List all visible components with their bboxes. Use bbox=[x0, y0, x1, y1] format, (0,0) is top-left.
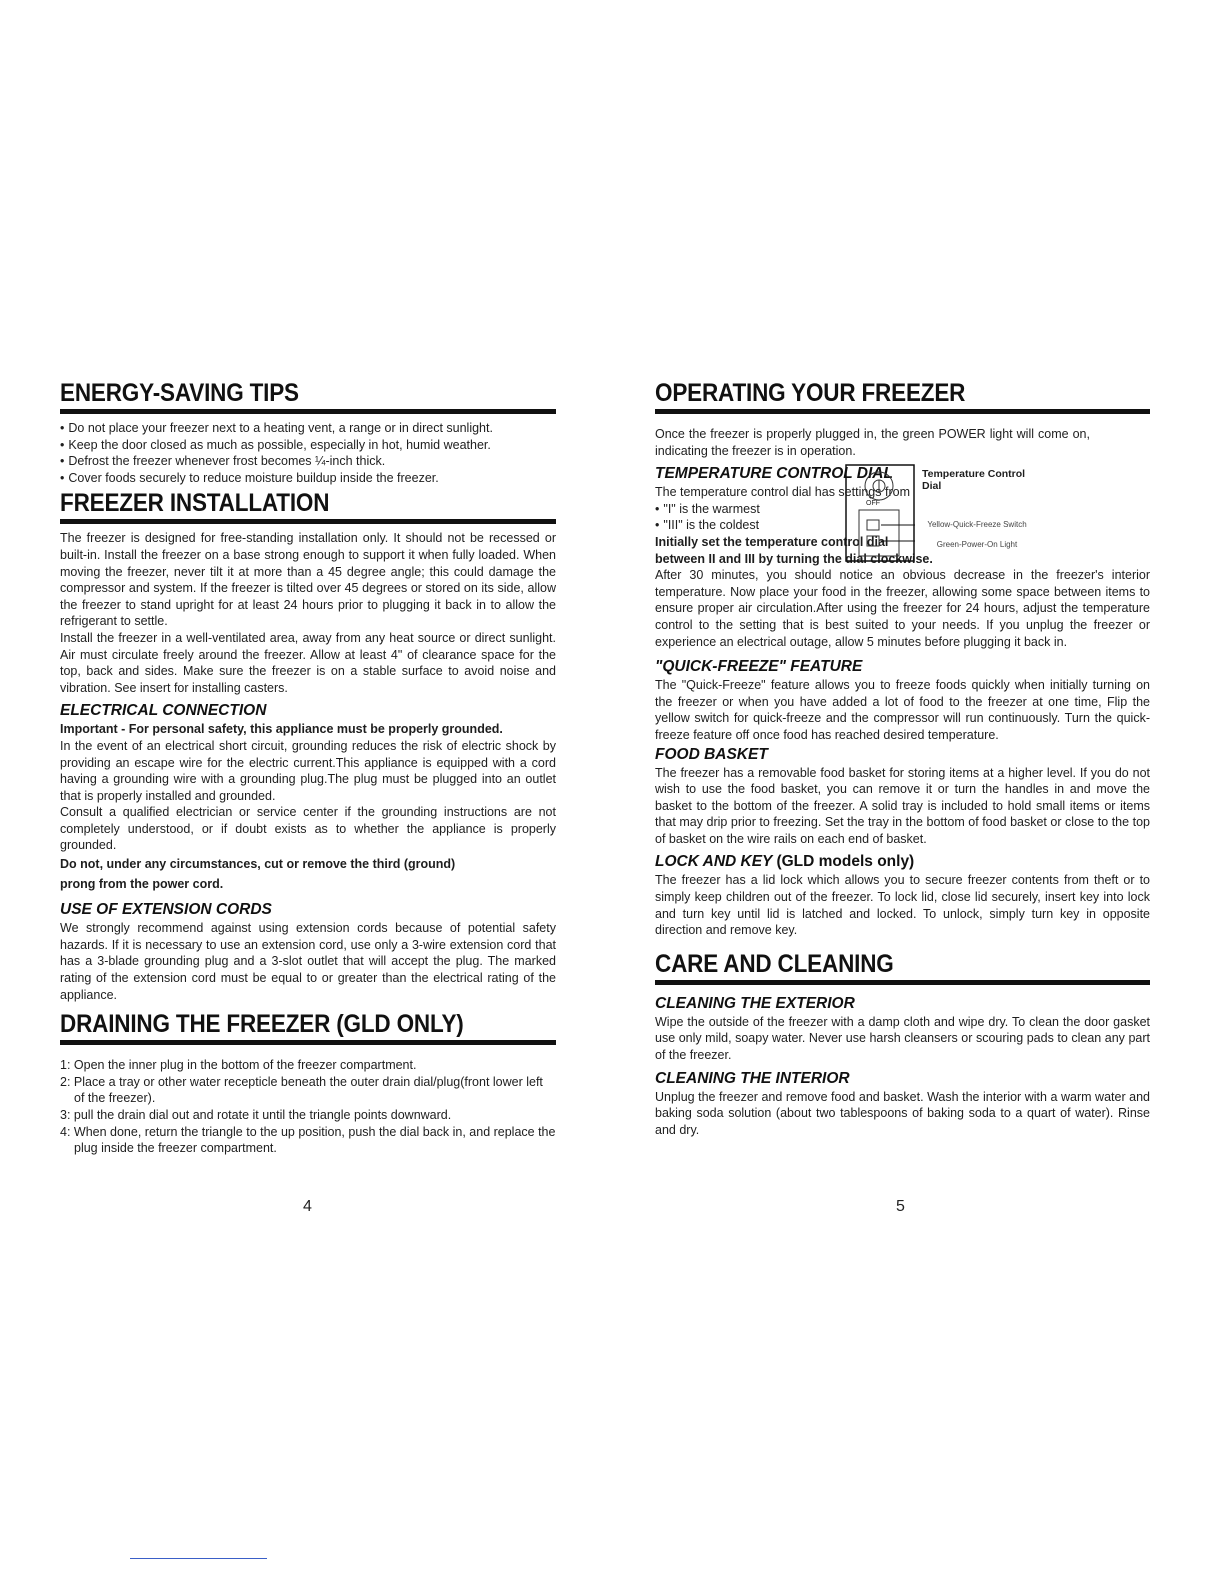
divider bbox=[655, 980, 1150, 985]
list-item: • Keep the door closed as much as possible, especially in hot, humid weather. bbox=[60, 437, 556, 454]
extension-title: USE OF EXTENSION CORDS bbox=[60, 901, 272, 919]
energy-tips-list bbox=[60, 420, 556, 486]
control-panel-illustration bbox=[845, 464, 915, 562]
page-number: 5 bbox=[896, 1198, 905, 1215]
electrical-paragraph: Consult a qualified electrician or service center if the grounding instructions are not completely understood, or if doubt exists as to whether the appliance is properly grounded. bbox=[60, 805, 556, 853]
food-basket-paragraph: The freezer has a removable food basket for storing items at a higher level. If you do not wish to use the food basket, you can remove it or turn the handles in and move the basket to the bottom of the freezer. A solid tray is included to hold small items or items that may drip prior to freezing. Set the tray in the bottom of food basket or close to the top of basket on the wire rails on each end of basket. bbox=[655, 765, 1150, 846]
draining-steps bbox=[60, 1057, 556, 1157]
list-item: • Defrost the freezer whenever frost becomes ¼-inch thick. bbox=[60, 453, 556, 470]
left-page bbox=[60, 378, 556, 1157]
cleaning-exterior-title: CLEANING THE EXTERIOR bbox=[655, 994, 855, 1012]
list-item: 1: Open the inner plug in the bottom of the freezer compartment. bbox=[60, 1058, 417, 1073]
switch-label: Yellow-Quick-Freeze Switch bbox=[927, 520, 1027, 529]
installation-paragraph: Install the freezer in a well-ventilated area, away from any heat source or direct sunlight. Air must circulate freely around the freezer. Allow at least 4" of clearance space for the top, back and sides. Make sure the freezer is on a stable surface to avoid noise and vibration. See insert for installing casters. bbox=[60, 630, 556, 695]
list-item: 3: pull the drain dial out and rotate it until the triangle points downward. bbox=[60, 1108, 452, 1122]
divider bbox=[655, 409, 1150, 414]
operating-intro: Once the freezer is properly plugged in, the green POWER light will come on, indicating the freezer is in operation. bbox=[655, 427, 1090, 458]
divider bbox=[60, 519, 556, 524]
electrical-paragraph: In the event of an electrical short circuit, grounding reduces the risk of electric shock by providing an escape wire for the electric current.This appliance is equipped with a cord having a grounding wire with a grounding plug.The plug must be plugged into an outlet that is properly installed and grounded. bbox=[60, 738, 556, 803]
page-number: 4 bbox=[303, 1198, 312, 1215]
dial-label: Temperature Control Dial bbox=[922, 468, 1026, 492]
ground-warning: Do not, under any circumstances, cut or remove the third (ground) bbox=[60, 857, 456, 872]
lock-key-title-text: LOCK AND KEY bbox=[655, 853, 773, 871]
installation-title: FREEZER INSTALLATION bbox=[60, 489, 330, 518]
installation-paragraph: The freezer is designed for free-standing installation only. It should not be recessed or built-in. Install the freezer on a base strong enough to support it when fully loaded. When moving the freezer, never tilt it at more than a 45 degree angle; this could damage the compressor and system. If the freezer is tilted over 45 degrees or stored on its side, allow the freezer to stand upright for at least 24 hours prior to plugging it back in to allow the refrigerant to settle. bbox=[60, 531, 556, 629]
food-basket-title: FOOD BASKET bbox=[655, 745, 768, 763]
list-item: • "I" is the warmest bbox=[655, 501, 950, 518]
bottom-divider bbox=[130, 1558, 267, 1559]
list-item: • Cover foods securely to reduce moisture buildup inside the freezer. bbox=[60, 470, 556, 487]
off-label: OFF bbox=[866, 500, 880, 507]
draining-title: DRAINING THE FREEZER (GLD ONLY) bbox=[60, 1010, 464, 1039]
cleaning-interior-title: CLEANING THE INTERIOR bbox=[655, 1069, 850, 1087]
divider bbox=[60, 409, 556, 414]
care-cleaning-title: CARE AND CLEANING bbox=[655, 949, 894, 978]
ground-warning: prong from the power cord. bbox=[60, 876, 224, 891]
temperature-dial-title: TEMPERATURE CONTROL DIAL bbox=[655, 465, 893, 483]
light-label: Green-Power-On Light bbox=[936, 540, 1018, 549]
extension-paragraph: We strongly recommend against using extension cords because of potential safety hazards. If it is necessary to use an extension cord, use only a 3-wire extension cord that has a 3-blade grounding plug and a 3-slot outlet that will accept the plug. The marked rating of the extension cord must be equal to or greater than the electrical rating of the appliance. bbox=[60, 921, 556, 1002]
energy-saving-title: ENERGY-SAVING TIPS bbox=[60, 379, 299, 407]
right-page bbox=[655, 378, 1150, 1138]
lock-key-paragraph: The freezer has a lid lock which allows you to secure freezer contents from theft or to simply keep children out of the freezer. To lock lid, close lid securely, insert key into lock and turn key until lid is latched and locked. To unlock, simply turn key in opposite direction and remove key. bbox=[655, 873, 1150, 938]
cleaning-exterior-paragraph: Wipe the outside of the freezer with a damp cloth and wipe dry. To clean the door gasket use only mild, soapy water. Never use harsh cleansers or scouring pads to clean any part of the freezer. bbox=[655, 1014, 1150, 1063]
after-paragraph: After 30 minutes, you should notice an obvious decrease in the freezer's interior temperature. Now place your food in the freezer, allowing some space between items to ensure proper air circulation.After using the freezer for 24 hours, adjust the temperature control to the setting that is best suited to your needs. If you unplug the freezer or experience an electrical outage, allow 5 minutes before plugging it back in. bbox=[655, 568, 1150, 649]
lock-key-title bbox=[655, 853, 1150, 871]
electrical-title: ELECTRICAL CONNECTION bbox=[60, 702, 267, 720]
list-item: 4: When done, return the triangle to the up position, push the dial back in, and replace the plug inside the freezer compartment. bbox=[60, 1124, 556, 1156]
list-item: 2: Place a tray or other water recepticle beneath the outer drain dial/plug(front lower left of the freezer). bbox=[60, 1074, 543, 1106]
quick-freeze-paragraph: The "Quick-Freeze" feature allows you to freeze foods quickly when initially turning on the freezer or when you have added a lot of food to the freezer at one time, Flip the yellow switch for quick-freeze and the compressor will run continuously. Turn the quick-freeze feature off once food has reached desired temperature. bbox=[655, 678, 1150, 742]
operating-title: OPERATING YOUR FREEZER bbox=[655, 379, 966, 407]
lock-key-models: (GLD models only) bbox=[776, 853, 915, 871]
temperature-dial-text: The temperature control dial has settings from bbox=[655, 485, 910, 500]
quick-freeze-title: "QUICK-FREEZE" FEATURE bbox=[655, 658, 863, 676]
initial-setting: between II and III by turning the dial clockwise. bbox=[655, 551, 933, 566]
cleaning-interior-paragraph: Unplug the freezer and remove food and basket. Wash the interior with a warm water and baking soda solution (about two tablespoons of baking soda to a quart of water). Rinse and dry. bbox=[655, 1089, 1150, 1137]
control-panel-figure bbox=[845, 464, 1040, 562]
list-item: • Do not place your freezer next to a heating vent, a range or in direct sunlight. bbox=[60, 420, 556, 437]
list-item: • "III" is the coldest bbox=[655, 517, 950, 534]
initial-setting: Initially set the temperature control dial bbox=[655, 534, 889, 549]
divider bbox=[60, 1040, 556, 1045]
grounding-important: Important - For personal safety, this appliance must be properly grounded. bbox=[60, 722, 503, 737]
